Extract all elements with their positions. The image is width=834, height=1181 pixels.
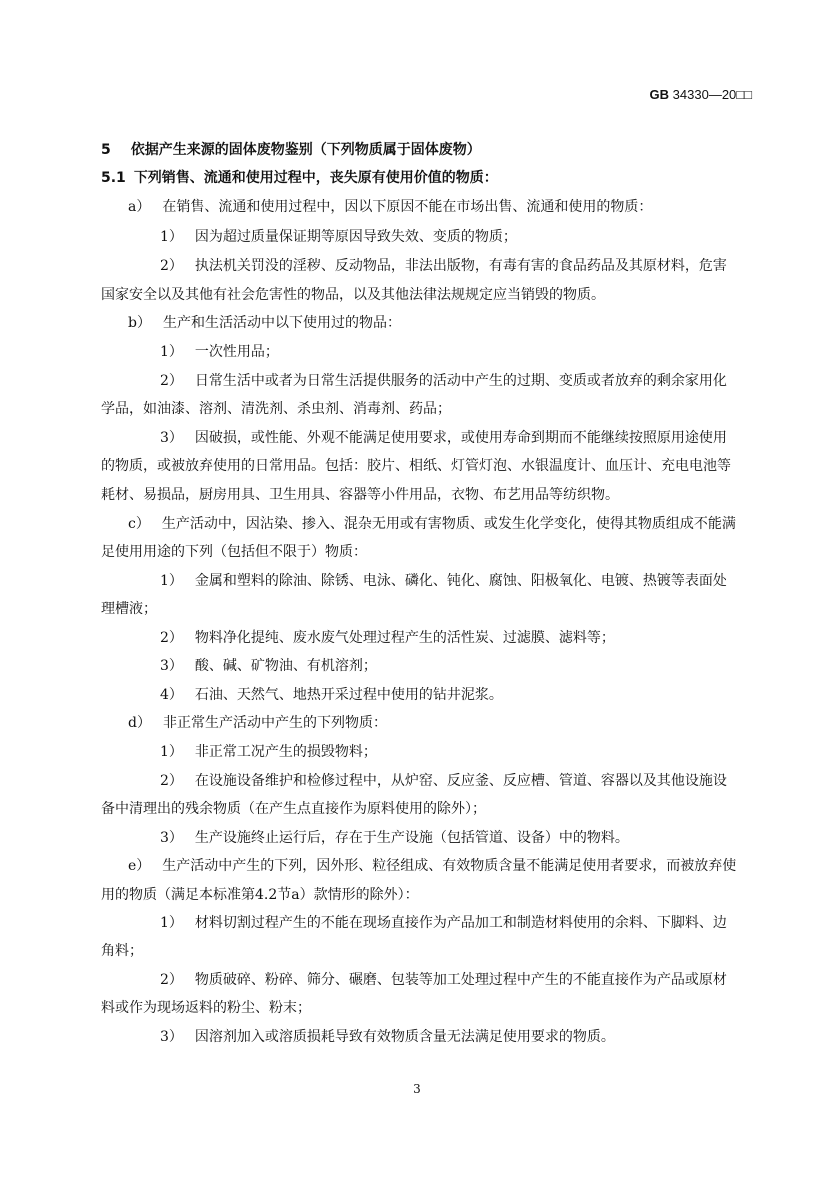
item-text: 材料切割过程产生的不能在现场直接作为产品加工和制造材料使用的余料、下脚料、边 (194, 915, 727, 931)
item-label: b） (128, 315, 151, 331)
item-b-3-cont: 的物质，或被放弃使用的日常用品。包括：胶片、相纸、灯管灯泡、水银温度计、血压计、充电电池等 (101, 458, 731, 474)
section-number: 5.1 (101, 170, 126, 186)
item-label: 1） (160, 915, 183, 931)
item-d-1 (160, 742, 377, 762)
item-d-3 (160, 828, 629, 848)
item-c-3 (160, 656, 377, 676)
item-e-cont: 用的物质（满足本标准第4.2节a）款情形的除外）： (101, 887, 419, 903)
item-label: 1） (160, 744, 183, 760)
item-b-3 (160, 428, 727, 448)
item-c-cont: 足使用用途的下列（包括但不限于）物质： (101, 544, 367, 560)
item-text: 非正常工况产生的损毁物料； (194, 744, 377, 760)
item-label: 2） (160, 258, 183, 274)
item-label: c） (128, 516, 150, 532)
item-label: 2） (160, 630, 183, 646)
item-c (128, 514, 736, 534)
item-text: 一次性用品； (194, 344, 279, 360)
item-c-1 (160, 571, 727, 591)
item-text: 日常生活中或者为日常生活提供服务的活动中产生的过期、变质或者放弃的剩余家用化 (194, 373, 727, 389)
item-text: 生产和生活活动中以下使用过的物品： (162, 315, 401, 331)
item-b-1 (160, 342, 279, 362)
item-b (128, 313, 401, 333)
item-a-1 (160, 227, 517, 247)
item-text: 因为超过质量保证期等原因导致失效、变质的物质； (194, 229, 517, 245)
page-number: 3 (413, 1082, 421, 1096)
item-text: 酸、碱、矿物油、有机溶剂； (194, 658, 377, 674)
section-5-1-heading (101, 168, 498, 188)
item-e (128, 856, 736, 876)
item-label: 2） (160, 773, 183, 789)
item-d-2 (160, 771, 727, 791)
item-label: 3） (160, 830, 183, 846)
item-text: 因溶剂加入或溶质损耗导致有效物质含量无法满足使用要求的物质。 (194, 1029, 615, 1045)
item-e-1 (160, 913, 727, 933)
item-text: 生产活动中产生的下列，因外形、粒径组成、有效物质含量不能满足使用者要求，而被放弃使 (162, 858, 737, 874)
item-text: 物料净化提纯、废水废气处理过程产生的活性炭、过滤膜、滤料等； (194, 630, 615, 646)
item-label: 3） (160, 658, 183, 674)
item-c-1-cont: 理槽液； (101, 601, 157, 617)
item-label: 1） (160, 573, 183, 589)
item-text: 石油、天然气、地热开采过程中使用的钻井泥浆。 (194, 687, 503, 703)
item-label: 2） (160, 373, 183, 389)
item-label: 3） (160, 430, 183, 446)
item-text: 在销售、流通和使用过程中，因以下原因不能在市场出售、流通和使用的物质： (162, 199, 653, 215)
section-5-heading (101, 140, 481, 160)
item-e-2-cont: 料或作为现场返料的粉尘、粉末； (101, 1000, 311, 1016)
item-text: 生产活动中，因沾染、掺入、混杂无用或有害物质、或发生化学变化，使得其物质组成不能满 (161, 516, 736, 532)
item-label: 1） (160, 344, 183, 360)
standard-number: 34330—20□□ (672, 87, 752, 102)
item-label: e） (128, 858, 151, 874)
item-text: 金属和塑料的除油、除锈、电泳、磷化、钝化、腐蚀、阳极氧化、电镀、热镀等表面处 (194, 573, 727, 589)
item-label: 2） (160, 972, 183, 988)
item-label: 1） (160, 229, 183, 245)
standard-code-header (650, 87, 752, 102)
item-text: 在设施设备维护和检修过程中，从炉窑、反应釜、反应槽、管道、容器以及其他设施设 (194, 773, 727, 789)
item-b-2-cont: 学品，如油漆、溶剂、清洗剂、杀虫剂、消毒剂、药品； (101, 401, 451, 417)
item-b-2 (160, 371, 727, 391)
item-c-4 (160, 685, 503, 705)
item-e-3 (160, 1027, 615, 1047)
item-d (128, 713, 387, 733)
item-b-3-cont2: 耗材、易损品，厨房用具、卫生用具、容器等小件用品，衣物、布艺用品等纺织物。 (101, 487, 619, 503)
gb-prefix: GB (649, 87, 670, 102)
item-text: 非正常生产活动中产生的下列物质： (162, 715, 387, 731)
section-title: 下列销售、流通和使用过程中，丧失原有使用价值的物质： (133, 170, 498, 186)
item-c-2 (160, 628, 615, 648)
item-text: 生产设施终止运行后，存在于生产设施（包括管道、设备）中的物料。 (194, 830, 629, 846)
item-text: 物质破碎、粉碎、筛分、碾磨、包装等加工处理过程中产生的不能直接作为产品或原材 (194, 972, 727, 988)
item-label: 3） (160, 1029, 183, 1045)
item-e-1-cont: 角料； (101, 943, 143, 959)
item-text: 因破损，或性能、外观不能满足使用要求，或使用寿命到期而不能继续按照原用途使用 (194, 430, 727, 446)
item-a (128, 197, 652, 217)
item-e-2 (160, 970, 727, 990)
item-label: d） (128, 715, 151, 731)
section-title: 依据产生来源的固体废物鉴别（下列物质属于固体废物） (130, 142, 481, 158)
item-label: a） (128, 199, 151, 215)
item-a-2-cont: 国家安全以及其他有社会危害性的物品，以及其他法律法规规定应当销毁的物质。 (101, 287, 605, 303)
item-a-2 (160, 256, 727, 276)
item-text: 执法机关罚没的淫秽、反动物品，非法出版物，有毒有害的食品药品及其原材料，危害 (194, 258, 727, 274)
item-label: 4） (160, 687, 183, 703)
item-d-2-cont: 备中清理出的残余物质（在产生点直接作为原料使用的除外）； (101, 801, 486, 817)
section-number: 5 (101, 142, 111, 158)
